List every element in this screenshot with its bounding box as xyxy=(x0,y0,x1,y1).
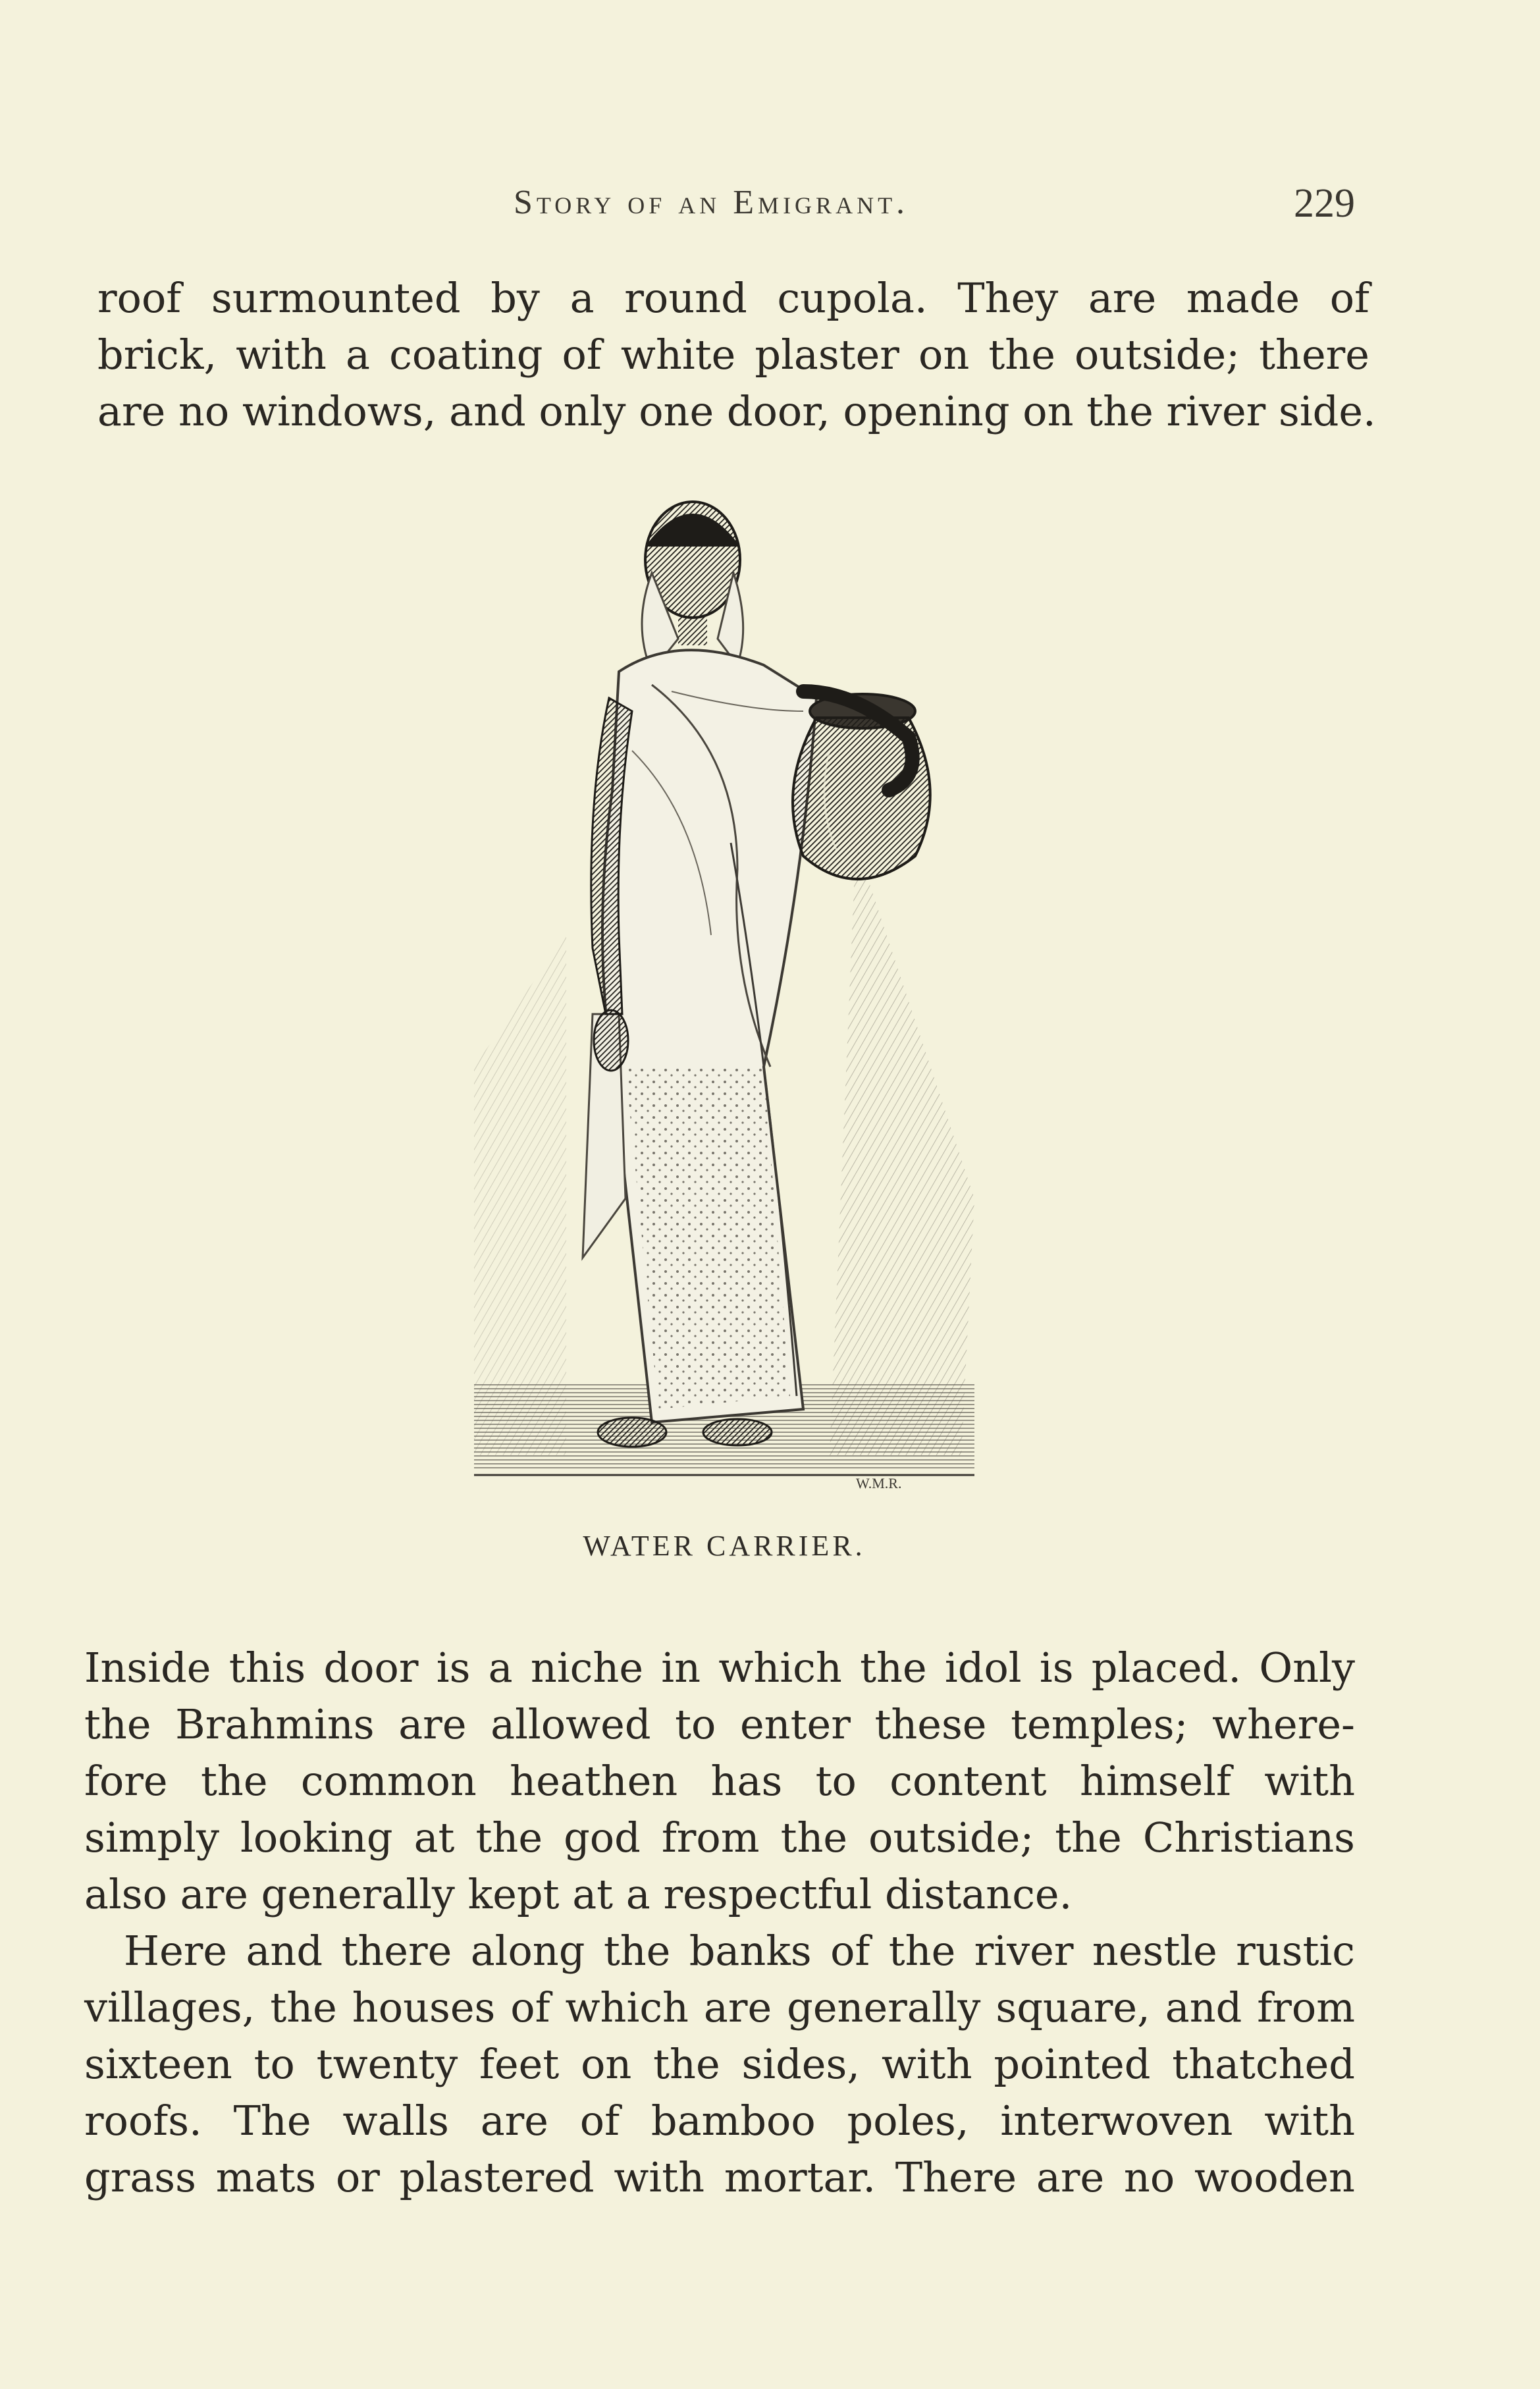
text-line: also are generally kept at a respectful distance. xyxy=(84,1870,1073,1918)
right-foot xyxy=(703,1419,772,1445)
running-title: Story of an Emigrant. xyxy=(514,184,909,221)
text-line: roof surmounted by a round cupola. They are made of xyxy=(97,274,1369,322)
text-line: villages, the houses of which are generally square, and from xyxy=(84,1983,1355,2031)
text-line: sixteen to twenty feet on the sides, with pointed thatched xyxy=(84,2040,1355,2088)
text-line: are no windows, and only one door, opening on the river side. xyxy=(97,387,1376,435)
engraving-drawing xyxy=(461,474,988,1508)
paragraph-3 xyxy=(84,1923,1355,2206)
text-line: roofs. The walls are of bamboo poles, interwoven with xyxy=(84,2097,1355,2145)
neck xyxy=(678,612,707,645)
text-line: grass mats or plastered with mortar. There are no wooden xyxy=(84,2153,1355,2201)
paragraph-1 xyxy=(97,270,1376,440)
text-line: the Brahmins are allowed to enter these temples; where- xyxy=(84,1700,1355,1748)
text-line: fore the common heathen has to content himself with xyxy=(84,1757,1355,1805)
left-hand xyxy=(594,1010,628,1071)
left-foot xyxy=(598,1418,666,1447)
engraver-signature: W.M.R. xyxy=(856,1475,902,1491)
text-line: brick, with a coating of white plaster on the outside; there xyxy=(97,331,1369,379)
figure-caption: WATER CARRIER. xyxy=(583,1530,866,1562)
text-line: Here and there along the banks of the river nestle rustic xyxy=(124,1927,1355,1975)
page-number: 229 xyxy=(1294,181,1355,226)
text-line: simply looking at the god from the outside; the Christians xyxy=(84,1813,1355,1862)
background-shading xyxy=(830,843,974,1455)
running-head xyxy=(0,176,1540,236)
text-line: Inside this door is a niche in which the idol is placed. Only xyxy=(84,1644,1355,1692)
background-shading-left xyxy=(474,935,566,1455)
paragraph-2 xyxy=(84,1640,1355,1923)
water-carrier-illustration xyxy=(461,474,988,1508)
